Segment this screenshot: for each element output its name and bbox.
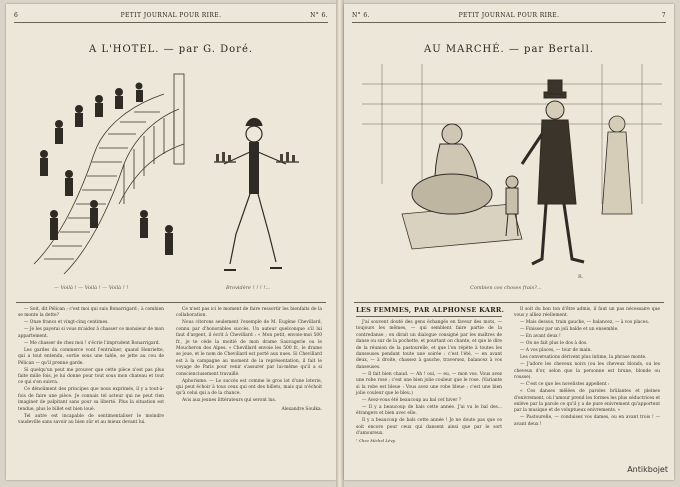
title-underline <box>356 316 502 317</box>
paragraph: Les conversations dérivent plus intime, la phrase monte. <box>520 355 647 361</box>
paragraph: — Finissez par un joli balde et un ensemble. <box>520 327 619 333</box>
book-gutter <box>336 0 344 487</box>
journal-title-left: PETIT JOURNAL POUR RIRE. <box>120 12 222 19</box>
paragraph: « Ces danses mêlées de paroles brûlantes et pleines d'enivrement, où l'amour prend les formes les plus séductrices et enlève par la parole ce qu'il y a de pure enivrement qu'apportent par la musique et de voluptueux enivrements. » <box>514 389 660 414</box>
watermark: Antikbojet <box>627 465 668 474</box>
left-column-1 <box>18 307 164 427</box>
page-number-right: 7 <box>661 12 666 19</box>
signature: Alexandre Soulka. <box>281 406 322 412</box>
cartoon-title-hotel: A L'HOTEL. — par G. Doré. <box>88 44 254 55</box>
paragraph: — Mais dessus, train gauche, — balancez, — à vos places. <box>520 320 650 326</box>
paragraph: — Je les payerai si vous m'aidez à chasser ce monsieur de mon appartement. <box>18 327 165 339</box>
caption-hotel-left: — Voilà ! — Voilà ! — Voilà ! ! <box>54 285 129 291</box>
caption-marche: Combien ces choses frais?... <box>470 285 542 291</box>
paragraph: — J'adore les cheveux noirs (ou les cheveux blonds, ou les cheveux d'or, selon que la personne est brune, blonde ou rousse). <box>514 362 660 381</box>
paragraph: — Il fait bien chaud. — Ah ! oui, — eu, — mon vos. Vous avez une robe rose ; c'est une bien jolie couleur que le rose. (Variante si la robe est bleue : Vous avez une robe bleue ; c'est une bien jolie couleur que le bleu.) <box>356 371 502 397</box>
running-header-left <box>14 10 328 23</box>
paragraph: — Soit, dit Pélican ; c'est moi qui suis Bonarrigard ; à combien se monte la dette? <box>18 307 164 319</box>
paragraph: — C'est ce que les novelistes appellent : <box>520 382 610 388</box>
caption-signature: R. <box>578 274 584 280</box>
paragraph: — Pastourelle, — conduisez vos dames, ou en avant trois ! — avant deux ! <box>514 415 660 427</box>
paragraph: Il y a beaucoup de bals cette année ! Je ne doute pas que ce soit encore pour ceux qui dansent ainsi que par le sort d'amoureux. <box>356 418 502 437</box>
paragraph: — Il y a beaucoup de bals cette année. J'ai vu le bal des... étrangers et bien avec elle. <box>356 405 502 417</box>
paragraph: Les gardes du commerce vont l'entraîner, quand Henriette, qui a tout entendu, sortie sous une table, se jette au cou de Pélican — qu'il prenne garde. <box>18 347 164 366</box>
paragraph: — Onze francs et vingt-cinq centimes. <box>24 320 109 326</box>
separator-rule <box>16 302 326 303</box>
left-page <box>6 4 336 480</box>
paragraph: Ce n'est pas ici le moment de faire ressortir les bienfaits de la collaboration. <box>176 307 322 319</box>
paragraph: Aphorisme. — Le succès est comme le gros lot d'une loterie, qui peut échoir à tous ceux qui ont des billets, mais qui n'échoit qu'à celui qui a de la chance. <box>176 378 322 397</box>
issue-number-right: N° 6. <box>352 12 370 19</box>
paragraph: — Avez-vous été beaucoup au bal cet hiver ? <box>362 398 462 404</box>
market-illustration <box>362 64 662 279</box>
paragraph: — A vos places, — tour de main. <box>520 348 592 354</box>
paragraph: — On ne fait plus le dos à dos. <box>520 341 588 347</box>
footnote: ¹ Chez Michel Lévy. <box>356 438 396 444</box>
article-title: LES FEMMES, PAR ALPHONSE KARR. <box>356 306 505 314</box>
right-column-1 <box>356 320 502 445</box>
hotel-illustration <box>24 64 324 279</box>
paragraph: — En avant deux ! <box>520 334 561 340</box>
paragraph: Si quelqu'un peut me prouver que cette pièce n'est pas plus faite mille fois, je lui donne pour tout sous mon chateau et tout ce qui s'en suivra. <box>18 367 164 386</box>
paragraph: Il soit du bon ton d'être admis, il faut un pas nécessaire que vous y alliez réellement. <box>514 307 660 319</box>
paragraph: Ce dénoûment des principes que nous exprimés, il y a tout-à-fois de faire une pièce. Je connais tel acteur qui ne peut rien imaginer de palpitant sans pour sa liberté. Plus la situation est tendue, plus le billet est bien loué. <box>18 387 164 412</box>
paragraph: — Me chasser de chez moi ! s'écrie l'imprudent Bonarrigard. <box>24 340 160 346</box>
right-page <box>344 4 674 480</box>
running-header-right <box>352 10 666 23</box>
paragraph: J'ai souvent douté des gens échangés en faveur des mots, — toujours les mêmes, — qui semblent faire partie de la contredanse ; on dirait un dialogue consigné par les maîtres de danse ou sur de la pochette, et pourtant on chante, et que le dire de la réunion de la pastourelle, et que l'on répète à toutes les danseuses pendant toute une soirée : c'est l'été, — en avant deux, — à droite, chassez à gauche, traversez, balancez à vos danseuses. <box>356 320 502 370</box>
issue-number-left: N° 6. <box>310 12 328 19</box>
paragraph: Avis aux jeunes littérateurs qui seront lus. <box>182 398 277 404</box>
paragraph: Tel autre est incapable de sentimentaliser le moindre vaudeville sans savoir au bien sûr et au mieux devant lui. <box>18 413 164 426</box>
paragraph: Nous citerons seulement l'exemple de M. Eugène Chevillard, connu par d'honorables succès. Un auteur quelconque s'il lui faut d'argent, il écrit à Chevillard : « Mon petit, envoie-moi 500 fr., je te céde la moitié de mon drame Sauvagerie ou le Moucheron des Alpes. » Chevillard envoie les 500 fr., le drame se joue, et le nom de Chevillard est porté aux nues. Si Chevillard est à la campagne au moment de la représentation, il fait le voyage de Paris pour venir s'assurer par lui-même qu'il a si conscienciusement travaillé. <box>176 320 322 377</box>
left-column-2 <box>176 307 322 413</box>
page-number-left: 6 <box>14 12 19 19</box>
caption-hotel-right: Brovidère ! ! ! !... <box>226 285 271 291</box>
separator-rule <box>354 302 664 303</box>
cartoon-title-marche: AU MARCHÉ. — par Bertall. <box>424 44 594 55</box>
right-column-2 <box>514 307 660 429</box>
journal-title-right: PETIT JOURNAL POUR RIRE. <box>458 12 560 19</box>
